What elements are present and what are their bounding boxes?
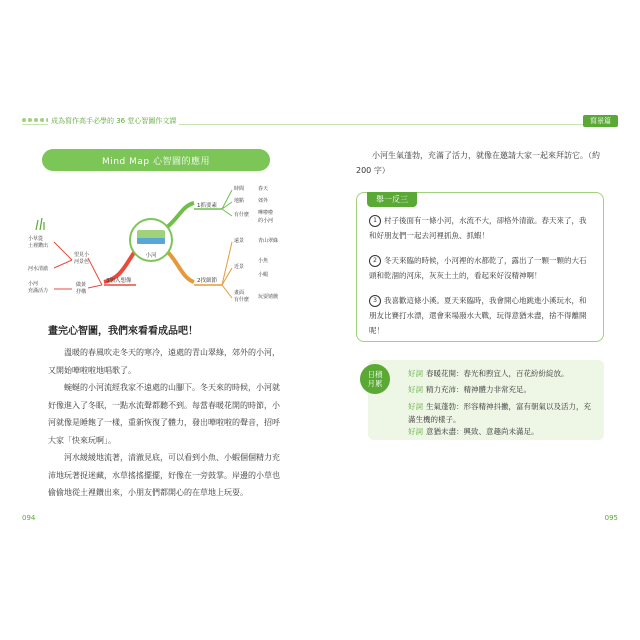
page-number-right: 095	[604, 514, 618, 522]
leaf-scene: 畫面	[234, 290, 245, 296]
vocab-row-3	[408, 400, 598, 426]
practice-item-1	[369, 213, 591, 243]
page-number-left: 094	[22, 514, 36, 522]
vocab-badge-line-1: 日積	[367, 370, 383, 379]
vocab-badge	[360, 364, 390, 394]
num-circle-icon: 3	[369, 295, 381, 307]
practice-item-2	[369, 253, 591, 283]
vocab-text-4: 意猶未盡：興致、意趣尚未滿足。	[426, 427, 539, 436]
center-label: 小河	[145, 253, 157, 259]
leaf-express: 做黃	[76, 282, 87, 288]
leaf-river: 的小河	[258, 218, 274, 224]
branch-label-3: 3加入想像	[106, 278, 132, 284]
essay-conclusion	[356, 148, 600, 178]
leaf-view-2: 河景色	[74, 259, 90, 265]
leaf-place: 地點	[234, 198, 245, 204]
essay-paragraph-2: 蜿蜒的小河流經我家不遠處的山腳下。冬天來的時候，小河就好像進入了冬眠，一點水流聲都聽不到。每當春暖花開的時節，小河就像是睡飽了一樣，重新恢復了體力，發出嘩啦啦的聲音，招呼大家「快來玩啊」。	[48, 383, 280, 445]
vocab-badge-line-2: 月累	[367, 379, 383, 388]
vocab-tag: 好詞	[408, 402, 423, 411]
vocab-text-1: 春暖花開：春光和煦宜人，百花紛紛綻放。	[426, 369, 569, 378]
leaf-far: 遠景	[234, 238, 245, 244]
essay-body	[48, 344, 280, 502]
leaf-green-mountain: 青山翠綠	[258, 238, 279, 244]
practice-label: 舉一反三	[367, 192, 417, 207]
vocab-row-4	[408, 426, 539, 437]
practice-box	[356, 192, 604, 342]
practice-text-2: 冬天來臨的時候，小河裡的水都乾了，露出了一顆一顆的大石頭和乾涸的河床，灰灰土土的，看起來好沒精神啊！	[369, 256, 587, 280]
branch-label-1: 1抓要素	[197, 203, 217, 209]
leaf-spring: 春天	[258, 186, 269, 192]
leaf-view: 望見小	[74, 252, 90, 258]
vocab-row-2	[408, 384, 531, 395]
essay-paragraph-3: 河水緩緩地流著，清澈見底，可以看到小魚、小蝦個個精力充沛地玩著捉迷藏，水草搖搖擺擺，好像在一旁鼓掌。岸邊的小草也偷偷地從土裡鑽出來，小朋友們都開心的在草地上玩耍。	[48, 453, 280, 497]
vocab-text-2: 精力充沛：精神體力非常充足。	[426, 385, 531, 394]
vocab-tag: 好詞	[408, 369, 423, 378]
vocab-text-3: 生氣蓬勃：形容精神抖擻，富有朝氣以及活力，充滿生機的樣子。	[408, 402, 591, 424]
leaf-what-2: 有什麼	[234, 297, 250, 303]
book-title: 成為寫作高手必學的 36 堂心智圖作文課	[48, 116, 179, 126]
header-dots	[22, 118, 50, 122]
num-circle-icon: 2	[369, 255, 381, 267]
conclusion-text: 小河生氣蓬勃，充滿了活力，就像在邀請大家一起來拜訪它。（約 200 字）	[356, 151, 600, 175]
leaf-what: 有什麼	[234, 212, 250, 218]
leaf-clear: 河水清澈	[28, 266, 49, 272]
vocab-row-1	[408, 368, 569, 379]
mindmap-banner: Mind Map 心智圖的應用	[42, 149, 270, 171]
leaf-lively: 小河	[28, 281, 39, 287]
leaf-shrimp: 小蝦	[258, 272, 269, 278]
leaf-fish: 小魚	[258, 258, 269, 264]
leaf-grass: 小草從	[28, 236, 44, 242]
vocab-tag: 好詞	[408, 385, 423, 394]
practice-text-3: 我喜歡這條小溪。夏天來臨時，我會開心地跳進小溪玩水，和朋友比賽打水漂，還會來場潑水大戰，玩得意猶未盡，捨不得離開呢！	[369, 296, 587, 335]
leaf-suburb: 郊外	[258, 198, 269, 204]
essay-paragraph-1: 溫暖的春風吹走冬天的寒冷，遠處的青山翠綠，郊外的小河，又開始嘩啦啦地唱歌了。	[48, 348, 280, 375]
practice-text-1: 村子後面有一條小河，水流不大，卻格外清澈。春天來了，我和好朋友們一起去河裡抓魚、抓蝦！	[369, 216, 587, 240]
essay-heading: 畫完心智圖，我們來看看成品吧！	[48, 326, 198, 337]
leaf-time: 時間	[234, 186, 245, 192]
vocab-box	[368, 360, 604, 440]
leaf-near: 近景	[234, 264, 245, 270]
leaf-play: 玩耍嬉戲	[258, 294, 279, 300]
leaf-lively-2: 充滿活力	[28, 288, 49, 294]
vocab-tag: 好詞	[408, 427, 423, 436]
practice-item-3	[369, 293, 591, 338]
mindmap-diagram	[24, 178, 286, 308]
sprout-icon	[36, 218, 44, 230]
leaf-express-2: 抒構	[76, 289, 87, 295]
leaf-sound: 嘩啦啦	[258, 210, 274, 216]
section-tag: 寫景篇	[583, 115, 618, 127]
branch-label-2: 2找細節	[197, 278, 217, 284]
leaf-grass-2: 土裡鑽出	[28, 243, 49, 249]
num-circle-icon: 1	[369, 215, 381, 227]
